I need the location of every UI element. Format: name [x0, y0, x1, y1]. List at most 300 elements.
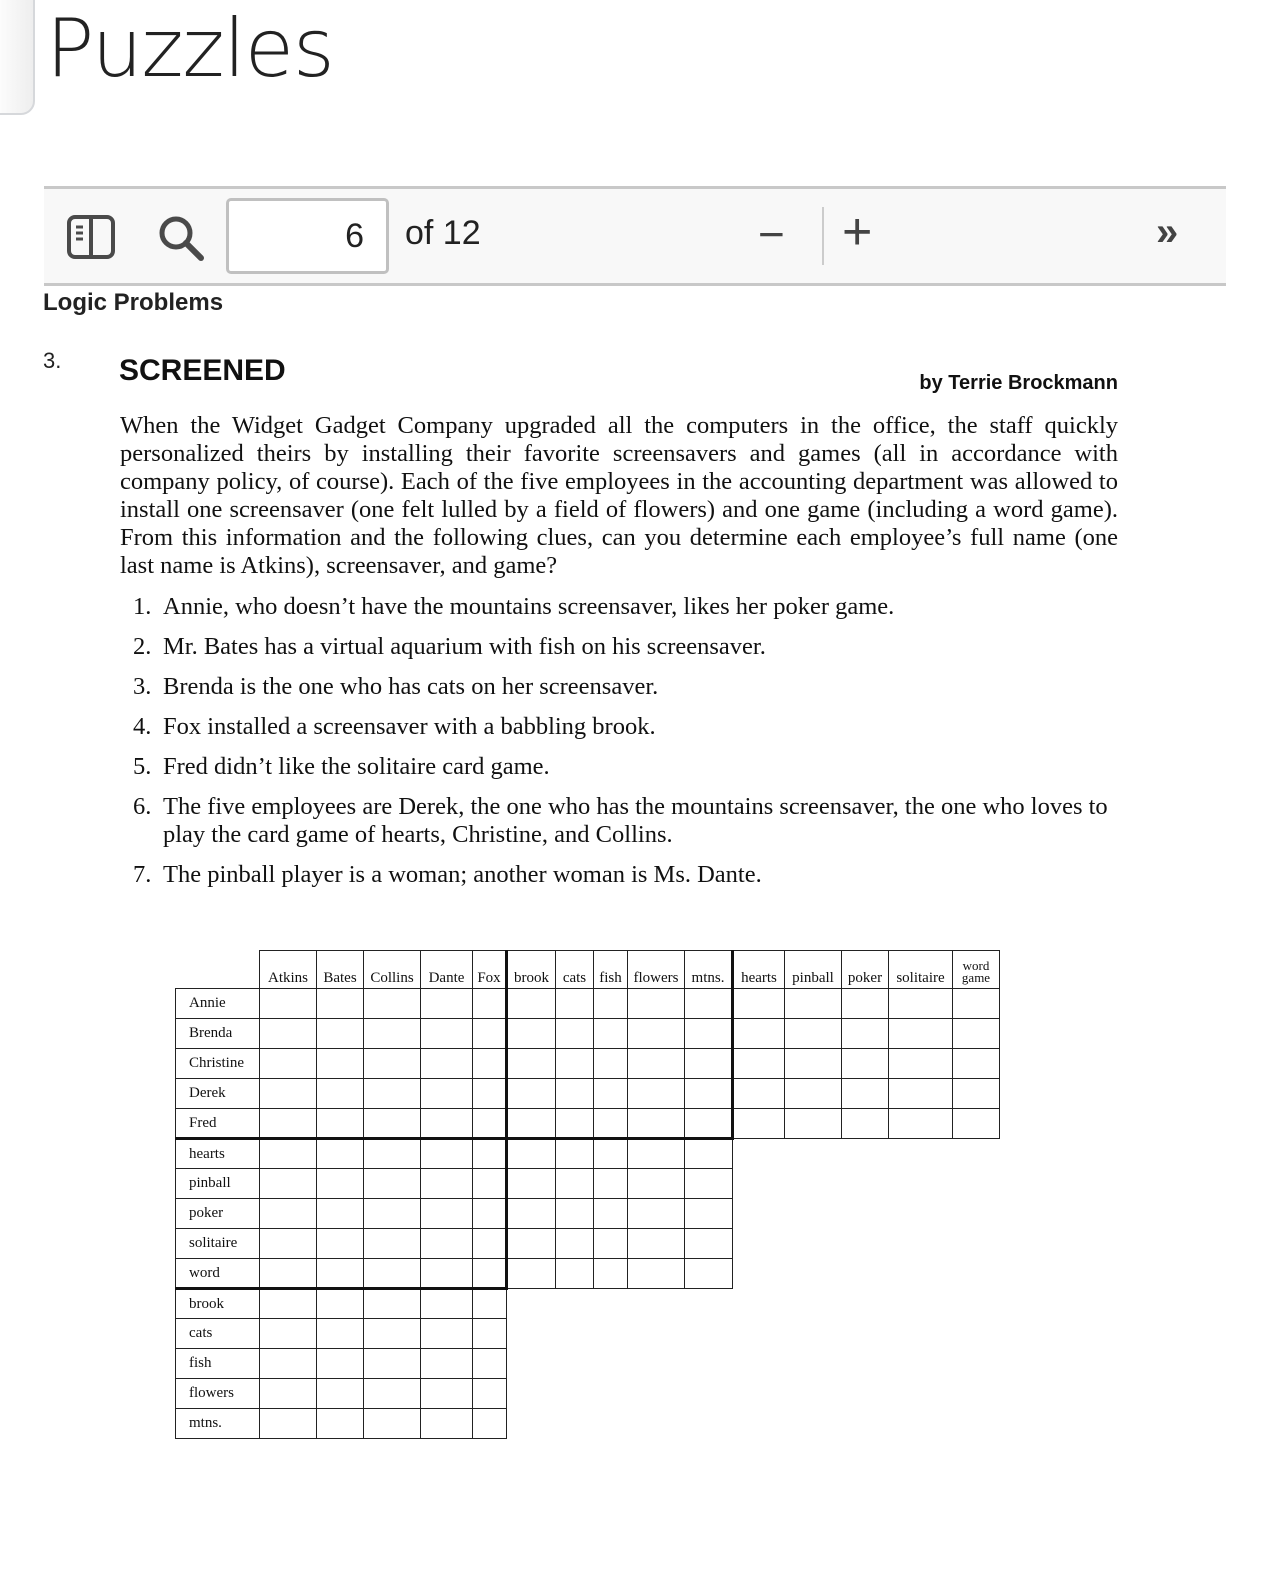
- grid-empty: [953, 1199, 1000, 1229]
- clue-number: 6.: [133, 793, 152, 820]
- clue-text: Fox installed a screensaver with a babbling brook.: [163, 713, 656, 740]
- grid-empty: [507, 1349, 556, 1379]
- more-tools-button[interactable]: »: [1156, 210, 1171, 254]
- grid-row: [176, 1169, 1000, 1199]
- grid-empty: [842, 1259, 889, 1289]
- grid-cell[interactable]: [473, 1349, 507, 1379]
- grid-empty: [685, 1409, 733, 1439]
- grid-row: [176, 1109, 1000, 1139]
- grid-cell[interactable]: [628, 1139, 685, 1169]
- grid-cell[interactable]: [507, 989, 556, 1019]
- grid-empty: [842, 1169, 889, 1199]
- grid-cell[interactable]: [421, 1019, 473, 1049]
- grid-empty: [594, 1319, 628, 1349]
- grid-row: [176, 1049, 1000, 1079]
- page-number-input[interactable]: 6: [226, 198, 389, 274]
- grid-empty: [733, 1379, 785, 1409]
- grid-cell[interactable]: [889, 1079, 953, 1109]
- grid-empty: [842, 1379, 889, 1409]
- grid-empty: [685, 1289, 733, 1319]
- grid-row-label: flowers: [176, 1379, 260, 1409]
- grid-cell[interactable]: [685, 1199, 733, 1229]
- grid-row: [176, 989, 1000, 1019]
- clue-number: 3.: [133, 673, 152, 700]
- grid-row-label: poker: [176, 1199, 260, 1229]
- grid-cell[interactable]: [889, 989, 953, 1019]
- grid-cell[interactable]: [785, 1019, 842, 1049]
- grid-empty: [889, 1229, 953, 1259]
- grid-empty: [507, 1409, 556, 1439]
- grid-cell[interactable]: [421, 989, 473, 1019]
- sidebar-tab[interactable]: [0, 0, 35, 115]
- grid-cell[interactable]: [473, 1169, 507, 1199]
- grid-empty: [685, 1379, 733, 1409]
- grid-column-header: hearts: [733, 951, 785, 989]
- grid-cell[interactable]: [473, 1229, 507, 1259]
- grid-cell[interactable]: [364, 1079, 421, 1109]
- grid-cell[interactable]: [260, 1079, 317, 1109]
- grid-cell[interactable]: [364, 1199, 421, 1229]
- puzzle-intro: When the Widget Gadget Company upgraded all the computers in the office, the staff quickly personalized theirs by installing their favorite screensavers and games (all in accordance with company policy, of course). Each of the five employees in the accounting department was allowed to install one screensaver (one felt lulled by a field of flowers) and one game (including a word game). From this information and the following clues, can you determine each employee’s full name (one last name is Atkins), screensaver, and game?: [120, 412, 1118, 579]
- grid-cell[interactable]: [953, 1109, 1000, 1139]
- grid-empty: [594, 1409, 628, 1439]
- grid-cell[interactable]: [260, 1139, 317, 1169]
- grid-cell[interactable]: [364, 1259, 421, 1289]
- grid-cell[interactable]: [733, 1019, 785, 1049]
- grid-cell[interactable]: [594, 1199, 628, 1229]
- grid-cell[interactable]: [628, 1199, 685, 1229]
- grid-cell[interactable]: [594, 1049, 628, 1079]
- grid-empty: [953, 1169, 1000, 1199]
- grid-cell[interactable]: [733, 1049, 785, 1079]
- grid-cell[interactable]: [842, 1109, 889, 1139]
- grid-row: [176, 1409, 1000, 1439]
- clue-text: Annie, who doesn’t have the mountains screensaver, likes her poker game.: [163, 593, 895, 620]
- grid-empty: [842, 1409, 889, 1439]
- grid-cell[interactable]: [473, 1319, 507, 1349]
- grid-column-header: fish: [594, 951, 628, 989]
- grid-cell[interactable]: [364, 989, 421, 1019]
- grid-cell[interactable]: [473, 1109, 507, 1139]
- grid-empty: [953, 1409, 1000, 1439]
- grid-empty: [889, 1319, 953, 1349]
- grid-cell[interactable]: [260, 1379, 317, 1409]
- grid-row: [176, 1379, 1000, 1409]
- grid-row: [176, 1319, 1000, 1349]
- clue-item: [133, 793, 1118, 849]
- grid-cell[interactable]: [628, 1109, 685, 1139]
- grid-empty: [785, 1229, 842, 1259]
- logic-grid: [175, 950, 1000, 1439]
- grid-empty: [556, 1409, 594, 1439]
- grid-cell[interactable]: [260, 1289, 317, 1319]
- grid-cell[interactable]: [421, 1229, 473, 1259]
- grid-column-header: flowers: [628, 951, 685, 989]
- grid-empty: [733, 1139, 785, 1169]
- grid-row-label: mtns.: [176, 1409, 260, 1439]
- grid-cell[interactable]: [628, 1259, 685, 1289]
- grid-empty: [628, 1289, 685, 1319]
- grid-cell[interactable]: [507, 1019, 556, 1049]
- grid-empty: [785, 1349, 842, 1379]
- grid-cell[interactable]: [594, 1019, 628, 1049]
- grid-row-label: word: [176, 1259, 260, 1289]
- grid-cell[interactable]: [260, 1169, 317, 1199]
- grid-column-header: Bates: [317, 951, 364, 989]
- grid-column-header: mtns.: [685, 951, 733, 989]
- clue-number: 2.: [133, 633, 152, 660]
- grid-row-label: pinball: [176, 1169, 260, 1199]
- grid-cell[interactable]: [364, 1169, 421, 1199]
- clue-number: 1.: [133, 593, 152, 620]
- grid-empty: [889, 1199, 953, 1229]
- grid-empty: [953, 1349, 1000, 1379]
- grid-cell[interactable]: [556, 1049, 594, 1079]
- grid-cell[interactable]: [628, 1229, 685, 1259]
- grid-cell[interactable]: [364, 1019, 421, 1049]
- grid-cell[interactable]: [842, 1019, 889, 1049]
- grid-cell[interactable]: [260, 989, 317, 1019]
- grid-cell[interactable]: [317, 1199, 364, 1229]
- puzzle-author: by Terrie Brockmann: [919, 372, 1118, 394]
- grid-cell[interactable]: [317, 1289, 364, 1319]
- grid-cell[interactable]: [364, 1319, 421, 1349]
- grid-cell[interactable]: [507, 1109, 556, 1139]
- grid-row-label: Fred: [176, 1109, 260, 1139]
- grid-cell[interactable]: [685, 1049, 733, 1079]
- grid-cell[interactable]: [364, 1139, 421, 1169]
- grid-cell[interactable]: [421, 1049, 473, 1079]
- grid-cell[interactable]: [628, 1079, 685, 1109]
- grid-empty: [733, 1409, 785, 1439]
- grid-row-label: fish: [176, 1349, 260, 1379]
- grid-row-label: hearts: [176, 1139, 260, 1169]
- grid-cell[interactable]: [421, 1259, 473, 1289]
- grid-cell[interactable]: [260, 1349, 317, 1379]
- grid-empty: [953, 1259, 1000, 1289]
- grid-empty: [628, 1349, 685, 1379]
- clue-number: 5.: [133, 753, 152, 780]
- grid-empty: [733, 1259, 785, 1289]
- grid-cell[interactable]: [421, 1319, 473, 1349]
- grid-cell[interactable]: [594, 1109, 628, 1139]
- grid-cell[interactable]: [953, 1049, 1000, 1079]
- zoom-in-button[interactable]: +: [842, 203, 873, 261]
- pdf-toolbar: [44, 186, 1226, 286]
- grid-cell[interactable]: [421, 1409, 473, 1439]
- grid-empty: [733, 1289, 785, 1319]
- grid-cell[interactable]: [685, 1229, 733, 1259]
- grid-cell[interactable]: [842, 1049, 889, 1079]
- grid-empty: [785, 1259, 842, 1289]
- grid-empty: [685, 1349, 733, 1379]
- grid-cell[interactable]: [507, 1079, 556, 1109]
- clue-item: [133, 673, 1118, 701]
- grid-cell[interactable]: [785, 989, 842, 1019]
- grid-column-header: solitaire: [889, 951, 953, 989]
- grid-cell[interactable]: [556, 1199, 594, 1229]
- grid-cell[interactable]: [421, 1199, 473, 1229]
- grid-empty: [953, 1139, 1000, 1169]
- grid-cell[interactable]: [317, 1349, 364, 1379]
- puzzle-title: SCREENED: [119, 354, 286, 387]
- grid-empty: [785, 1319, 842, 1349]
- grid-cell[interactable]: [556, 1229, 594, 1259]
- grid-empty: [953, 1319, 1000, 1349]
- grid-cell[interactable]: [364, 1109, 421, 1139]
- clue-text: The pinball player is a woman; another woman is Ms. Dante.: [163, 861, 762, 888]
- search-icon[interactable]: [157, 214, 207, 269]
- grid-cell[interactable]: [889, 1049, 953, 1079]
- grid-empty: [953, 1289, 1000, 1319]
- grid-cell[interactable]: [260, 1049, 317, 1079]
- grid-column-header: pinball: [785, 951, 842, 989]
- grid-cell[interactable]: [685, 1139, 733, 1169]
- grid-column-header: poker: [842, 951, 889, 989]
- grid-cell[interactable]: [473, 1199, 507, 1229]
- grid-corner: [176, 951, 260, 989]
- grid-cell[interactable]: [317, 1049, 364, 1079]
- grid-empty: [556, 1349, 594, 1379]
- grid-row: [176, 1349, 1000, 1379]
- grid-cell[interactable]: [628, 1019, 685, 1049]
- clue-number: 4.: [133, 713, 152, 740]
- grid-cell[interactable]: [317, 1019, 364, 1049]
- grid-cell[interactable]: [556, 1019, 594, 1049]
- grid-cell[interactable]: [364, 1409, 421, 1439]
- clue-number: 7.: [133, 861, 152, 888]
- grid-empty: [733, 1349, 785, 1379]
- grid-row: [176, 1199, 1000, 1229]
- grid-row-label: solitaire: [176, 1229, 260, 1259]
- grid-cell[interactable]: [628, 989, 685, 1019]
- grid-cell[interactable]: [507, 1049, 556, 1079]
- grid-cell[interactable]: [317, 1319, 364, 1349]
- grid-empty: [507, 1319, 556, 1349]
- grid-cell[interactable]: [364, 1049, 421, 1079]
- grid-empty: [842, 1199, 889, 1229]
- grid-empty: [733, 1229, 785, 1259]
- grid-cell[interactable]: [421, 1139, 473, 1169]
- grid-cell[interactable]: [953, 1019, 1000, 1049]
- grid-row: [176, 1229, 1000, 1259]
- grid-empty: [889, 1349, 953, 1379]
- grid-empty: [785, 1139, 842, 1169]
- grid-cell[interactable]: [364, 1349, 421, 1379]
- page-title: Puzzles: [46, 2, 334, 95]
- grid-cell[interactable]: [317, 1139, 364, 1169]
- grid-column-header: Atkins: [260, 951, 317, 989]
- grid-cell[interactable]: [953, 989, 1000, 1019]
- grid-empty: [556, 1289, 594, 1319]
- grid-row-label: cats: [176, 1319, 260, 1349]
- grid-cell[interactable]: [556, 989, 594, 1019]
- zoom-out-button[interactable]: −: [758, 208, 785, 260]
- grid-cell[interactable]: [473, 1379, 507, 1409]
- grid-empty: [785, 1379, 842, 1409]
- grid-empty: [507, 1379, 556, 1409]
- grid-cell[interactable]: [594, 1169, 628, 1199]
- grid-cell[interactable]: [507, 1199, 556, 1229]
- grid-cell[interactable]: [594, 1229, 628, 1259]
- clue-item: [133, 713, 1118, 741]
- grid-cell[interactable]: [556, 1109, 594, 1139]
- grid-cell[interactable]: [317, 989, 364, 1019]
- grid-cell[interactable]: [473, 1289, 507, 1319]
- grid-row-label: Brenda: [176, 1019, 260, 1049]
- grid-cell[interactable]: [260, 1259, 317, 1289]
- grid-cell[interactable]: [556, 1079, 594, 1109]
- grid-empty: [628, 1379, 685, 1409]
- grid-cell[interactable]: [473, 1019, 507, 1049]
- grid-empty: [842, 1349, 889, 1379]
- grid-empty: [594, 1379, 628, 1409]
- grid-cell[interactable]: [421, 1289, 473, 1319]
- grid-cell[interactable]: [260, 1229, 317, 1259]
- grid-cell[interactable]: [507, 1229, 556, 1259]
- grid-cell[interactable]: [317, 1079, 364, 1109]
- grid-cell[interactable]: [785, 1049, 842, 1079]
- grid-cell[interactable]: [889, 1019, 953, 1049]
- grid-row: [176, 1259, 1000, 1289]
- grid-row-label: Derek: [176, 1079, 260, 1109]
- grid-row: [176, 1289, 1000, 1319]
- grid-cell[interactable]: [556, 1139, 594, 1169]
- grid-cell[interactable]: [685, 1109, 733, 1139]
- grid-empty: [785, 1199, 842, 1229]
- grid-cell[interactable]: [317, 1109, 364, 1139]
- page-total: of 12: [405, 214, 481, 252]
- sidebar-icon[interactable]: [67, 215, 115, 264]
- clue-text: Brenda is the one who has cats on her screensaver.: [163, 673, 659, 700]
- grid-empty: [733, 1199, 785, 1229]
- grid-cell[interactable]: [317, 1409, 364, 1439]
- puzzle-number: 3.: [43, 348, 62, 373]
- grid-empty: [628, 1319, 685, 1349]
- clue-text: The five employees are Derek, the one who has the mountains screensaver, the one who loves to play the card game of hearts, Christine, and Collins.: [163, 793, 1108, 848]
- grid-cell[interactable]: [260, 1319, 317, 1349]
- grid-cell[interactable]: [473, 1259, 507, 1289]
- grid-empty: [889, 1289, 953, 1319]
- grid-cell[interactable]: [260, 1409, 317, 1439]
- grid-cell[interactable]: [421, 1169, 473, 1199]
- grid-cell[interactable]: [594, 989, 628, 1019]
- grid-cell[interactable]: [317, 1169, 364, 1199]
- grid-cell[interactable]: [889, 1109, 953, 1139]
- grid-cell[interactable]: [473, 989, 507, 1019]
- grid-empty: [556, 1379, 594, 1409]
- grid-row-label: Annie: [176, 989, 260, 1019]
- section-heading: Logic Problems: [43, 289, 224, 316]
- grid-cell[interactable]: [507, 1259, 556, 1289]
- clue-item: [133, 753, 1118, 781]
- grid-cell[interactable]: [473, 1079, 507, 1109]
- clue-item: [133, 593, 1118, 621]
- grid-cell[interactable]: [473, 1049, 507, 1079]
- grid-empty: [842, 1139, 889, 1169]
- grid-row-label: brook: [176, 1289, 260, 1319]
- grid-empty: [628, 1409, 685, 1439]
- grid-cell[interactable]: [733, 989, 785, 1019]
- grid-cell[interactable]: [364, 1229, 421, 1259]
- grid-cell[interactable]: [421, 1079, 473, 1109]
- grid-row: [176, 1139, 1000, 1169]
- grid-cell[interactable]: [317, 1379, 364, 1409]
- grid-cell[interactable]: [685, 989, 733, 1019]
- grid-cell[interactable]: [507, 1139, 556, 1169]
- grid-cell[interactable]: [842, 989, 889, 1019]
- grid-cell[interactable]: [317, 1259, 364, 1289]
- grid-cell[interactable]: [685, 1259, 733, 1289]
- grid-empty: [953, 1379, 1000, 1409]
- grid-empty: [733, 1169, 785, 1199]
- grid-row: [176, 1019, 1000, 1049]
- grid-column-header: cats: [556, 951, 594, 989]
- grid-cell[interactable]: [785, 1109, 842, 1139]
- grid-cell[interactable]: [260, 1109, 317, 1139]
- grid-empty: [889, 1259, 953, 1289]
- grid-cell[interactable]: [953, 1079, 1000, 1109]
- grid-cell[interactable]: [421, 1349, 473, 1379]
- grid-empty: [842, 1229, 889, 1259]
- grid-empty: [594, 1349, 628, 1379]
- grid-cell[interactable]: [685, 1079, 733, 1109]
- grid-cell[interactable]: [364, 1379, 421, 1409]
- grid-column-header: Dante: [421, 951, 473, 989]
- grid-cell[interactable]: [785, 1079, 842, 1109]
- grid-empty: [785, 1169, 842, 1199]
- grid-empty: [889, 1169, 953, 1199]
- clue-text: Fred didn’t like the solitaire card game.: [163, 753, 550, 780]
- grid-cell[interactable]: [842, 1079, 889, 1109]
- grid-cell[interactable]: [473, 1139, 507, 1169]
- grid-cell[interactable]: [364, 1289, 421, 1319]
- grid-cell[interactable]: [733, 1079, 785, 1109]
- grid-cell[interactable]: [421, 1109, 473, 1139]
- clue-item: [133, 633, 1118, 661]
- grid-empty: [889, 1409, 953, 1439]
- grid-empty: [785, 1289, 842, 1319]
- grid-column-header: Fox: [473, 951, 507, 989]
- grid-column-header: Collins: [364, 951, 421, 989]
- grid-row-label: Christine: [176, 1049, 260, 1079]
- grid-cell[interactable]: [507, 1169, 556, 1199]
- grid-column-header: brook: [507, 951, 556, 989]
- grid-empty: [556, 1319, 594, 1349]
- grid-cell[interactable]: [733, 1109, 785, 1139]
- grid-cell[interactable]: [594, 1259, 628, 1289]
- clue-item: [133, 861, 1118, 889]
- grid-cell[interactable]: [421, 1379, 473, 1409]
- clue-list: [133, 593, 1118, 901]
- grid-cell[interactable]: [594, 1079, 628, 1109]
- grid-cell[interactable]: [685, 1169, 733, 1199]
- grid-cell[interactable]: [556, 1169, 594, 1199]
- grid-cell[interactable]: [556, 1259, 594, 1289]
- grid-empty: [889, 1379, 953, 1409]
- grid-cell[interactable]: [473, 1409, 507, 1439]
- grid-empty: [685, 1319, 733, 1349]
- grid-cell[interactable]: [685, 1019, 733, 1049]
- grid-cell[interactable]: [260, 1019, 317, 1049]
- grid-cell[interactable]: [628, 1049, 685, 1079]
- grid-cell[interactable]: [260, 1199, 317, 1229]
- grid-cell[interactable]: [628, 1169, 685, 1199]
- grid-cell[interactable]: [317, 1229, 364, 1259]
- grid-empty: [594, 1289, 628, 1319]
- grid-empty: [842, 1289, 889, 1319]
- grid-cell[interactable]: [594, 1139, 628, 1169]
